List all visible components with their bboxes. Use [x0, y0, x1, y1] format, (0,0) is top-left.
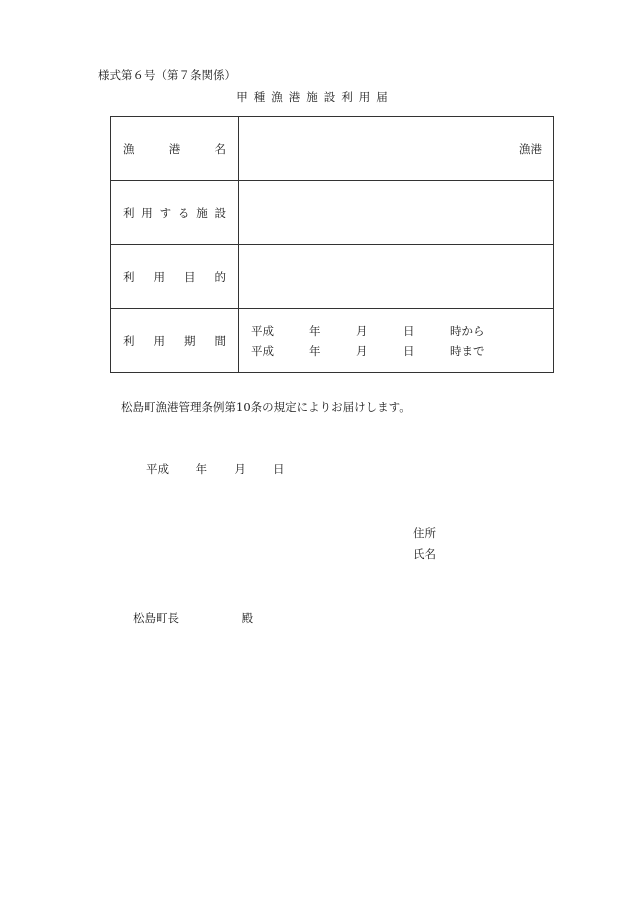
port-name-field[interactable]: 漁港: [239, 117, 554, 181]
submission-date[interactable]: 平成 年 月 日: [146, 462, 285, 476]
address-label: 住所: [413, 526, 436, 540]
form-number: 様式第６号（第７条関係）: [98, 68, 236, 82]
purpose-field[interactable]: [239, 245, 554, 309]
statement-text: 松島町漁港管理条例第10条の規定によりお届けします。: [121, 400, 411, 414]
facility-label: 利 用 す る 施 設: [111, 181, 239, 245]
addressee-title: 松島町長: [133, 611, 179, 625]
document-title: 甲種漁港施設利用届: [236, 90, 394, 104]
purpose-label: 利 用 目 的: [111, 245, 239, 309]
addressee: [133, 610, 253, 626]
facility-field[interactable]: [239, 181, 554, 245]
row-port-name: [111, 117, 554, 181]
row-period: [111, 309, 554, 373]
name-label: 氏名: [413, 547, 436, 561]
period-to-line: 平成 年 月 日 時まで: [251, 343, 485, 358]
port-name-label: 漁 港 名: [111, 117, 239, 181]
period-label: 利 用 期 間: [111, 309, 239, 373]
application-table: [110, 116, 554, 373]
row-purpose: [111, 245, 554, 309]
row-facility: [111, 181, 554, 245]
period-field[interactable]: [239, 309, 554, 373]
period-from-line: 平成 年 月 日 時から: [251, 323, 485, 338]
addressee-honorific: 殿: [241, 611, 254, 625]
